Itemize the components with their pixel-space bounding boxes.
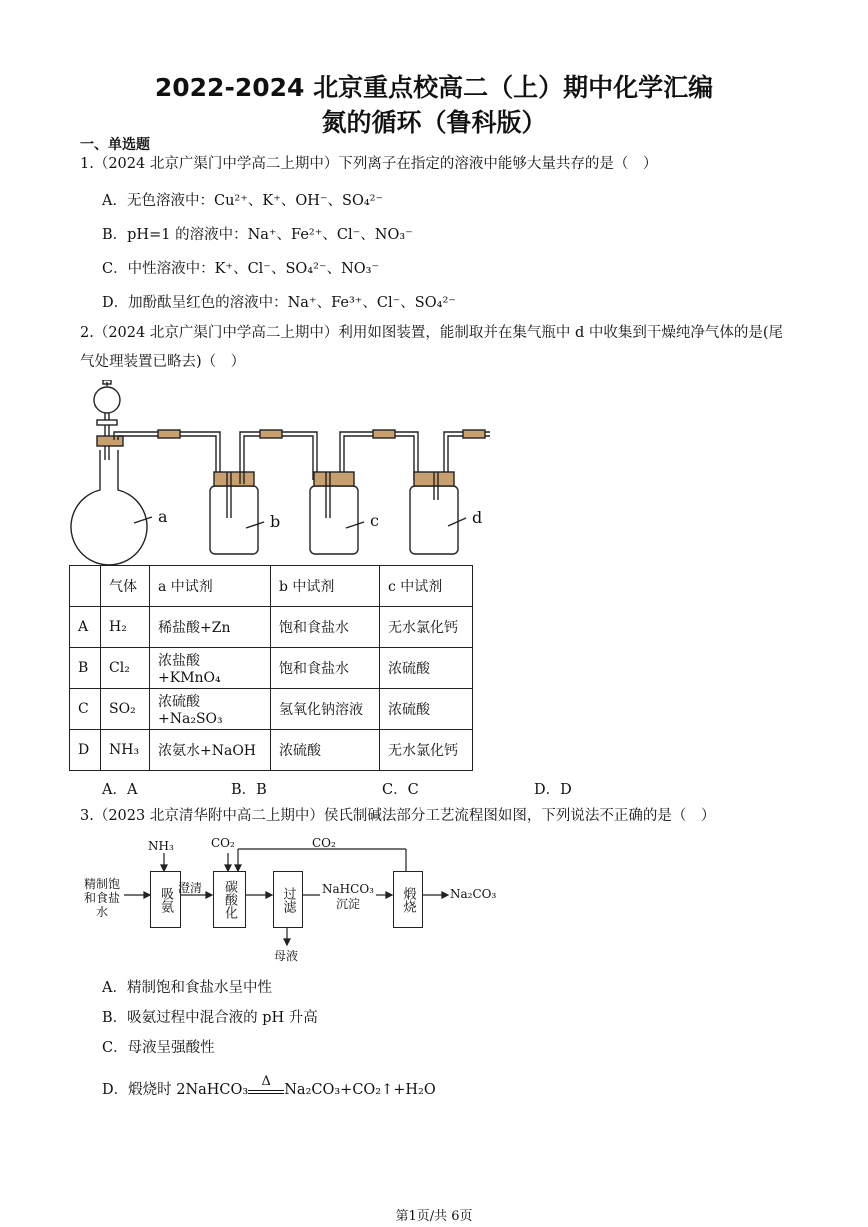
heat-symbol: Δ	[261, 1074, 271, 1089]
page-title: 2022-2024 北京重点校高二（上）期中化学汇编	[154, 73, 714, 102]
q2-choice-d: D．D	[534, 782, 572, 798]
table-header-row: 气体 a 中试剂 b 中试剂 c 中试剂	[70, 566, 473, 607]
page-footer: 第1页/共 6页	[395, 1209, 473, 1224]
q2-choice-b: B．B	[231, 782, 267, 798]
flow-mother-liquor-label: 母液	[274, 949, 299, 963]
apparatus-diagram	[70, 380, 510, 565]
q2-stem-line1: 2.（2024 北京广渠门中学高二上期中）利用如图装置，能制取并在集气瓶中 d 中收集到干燥纯净气体的是(尾	[80, 325, 783, 341]
section-heading: 一、单选题	[80, 137, 150, 153]
table-row: B Cl₂ 浓盐酸+KMnO₄ 饱和食盐水 浓硫酸	[70, 648, 473, 689]
q1-option-d: D．加酚酞呈红色的溶液中：Na⁺、Fe³⁺、Cl⁻、SO₄²⁻	[102, 295, 456, 311]
q3-option-d-products: Na₂CO₃+CO₂↑+H₂O	[284, 1082, 436, 1098]
flow-nh3-label: NH₃	[148, 839, 174, 853]
q1-option-b: B．pH=1 的溶液中：Na⁺、Fe²⁺、Cl⁻、NO₃⁻	[102, 227, 413, 243]
q3-option-a: A．精制饱和食盐水呈中性	[102, 980, 272, 996]
flow-clear-label: 澄清	[178, 881, 203, 895]
process-flow-diagram	[80, 835, 510, 965]
flow-step-filter: 过滤	[273, 871, 303, 928]
bottle-label-d: d	[472, 508, 483, 527]
q1-option-a: A．无色溶液中：Cu²⁺、K⁺、OH⁻、SO₄²⁻	[102, 193, 384, 209]
reaction-condition	[248, 1074, 284, 1099]
q2-stem-line2: 气处理装置已略去)（ ）	[80, 354, 246, 370]
bottle-label-c: c	[370, 511, 379, 530]
flow-nahco3-label: NaHCO₃沉淀	[322, 882, 374, 911]
flow-co2-in-label: CO₂	[211, 836, 235, 850]
table-row: C SO₂ 浓硫酸+Na₂SO₃ 氢氧化钠溶液 浓硫酸	[70, 689, 473, 730]
flask-label-a: a	[158, 507, 168, 526]
table-row: D NH₃ 浓氨水+NaOH 浓硫酸 无水氯化钙	[70, 730, 473, 771]
table-row: A H₂ 稀盐酸+Zn 饱和食盐水 无水氯化钙	[70, 607, 473, 648]
q2-choice-a: A．A	[102, 782, 138, 798]
q3-option-b: B．吸氨过程中混合液的 pH 升高	[102, 1010, 318, 1026]
q2-choice-c: C．C	[382, 782, 419, 798]
q3-option-d-reactant: D．煅烧时 2NaHCO₃	[102, 1082, 249, 1098]
q3-stem: 3.（2023 北京清华附中高二上期中）侯氏制碱法部分工艺流程图如图，下列说法不正确的是（ ）	[80, 808, 716, 824]
q3-option-c: C．母液呈强酸性	[102, 1040, 215, 1056]
q3-option-d	[102, 1074, 436, 1099]
flow-step-calcine: 煅烧	[393, 871, 423, 928]
flow-product-label: Na₂CO₃	[450, 887, 497, 901]
flow-step-carbonate: 碳酸化	[213, 871, 246, 928]
flow-step-absorb: 吸氨	[150, 871, 181, 928]
q1-option-c: C．中性溶液中：K⁺、Cl⁻、SO₄²⁻、NO₃⁻	[102, 261, 380, 277]
q1-stem: 1.（2024 北京广渠门中学高二上期中）下列离子在指定的溶液中能够大量共存的是（ ）	[80, 156, 658, 172]
flow-co2-loop-label: CO₂	[312, 836, 336, 850]
reagent-table	[69, 565, 473, 771]
flow-input-label: 精制饱和食盐水	[83, 877, 120, 919]
page-subtitle: 氮的循环（鲁科版）	[321, 108, 547, 137]
bottle-label-b: b	[270, 512, 281, 531]
